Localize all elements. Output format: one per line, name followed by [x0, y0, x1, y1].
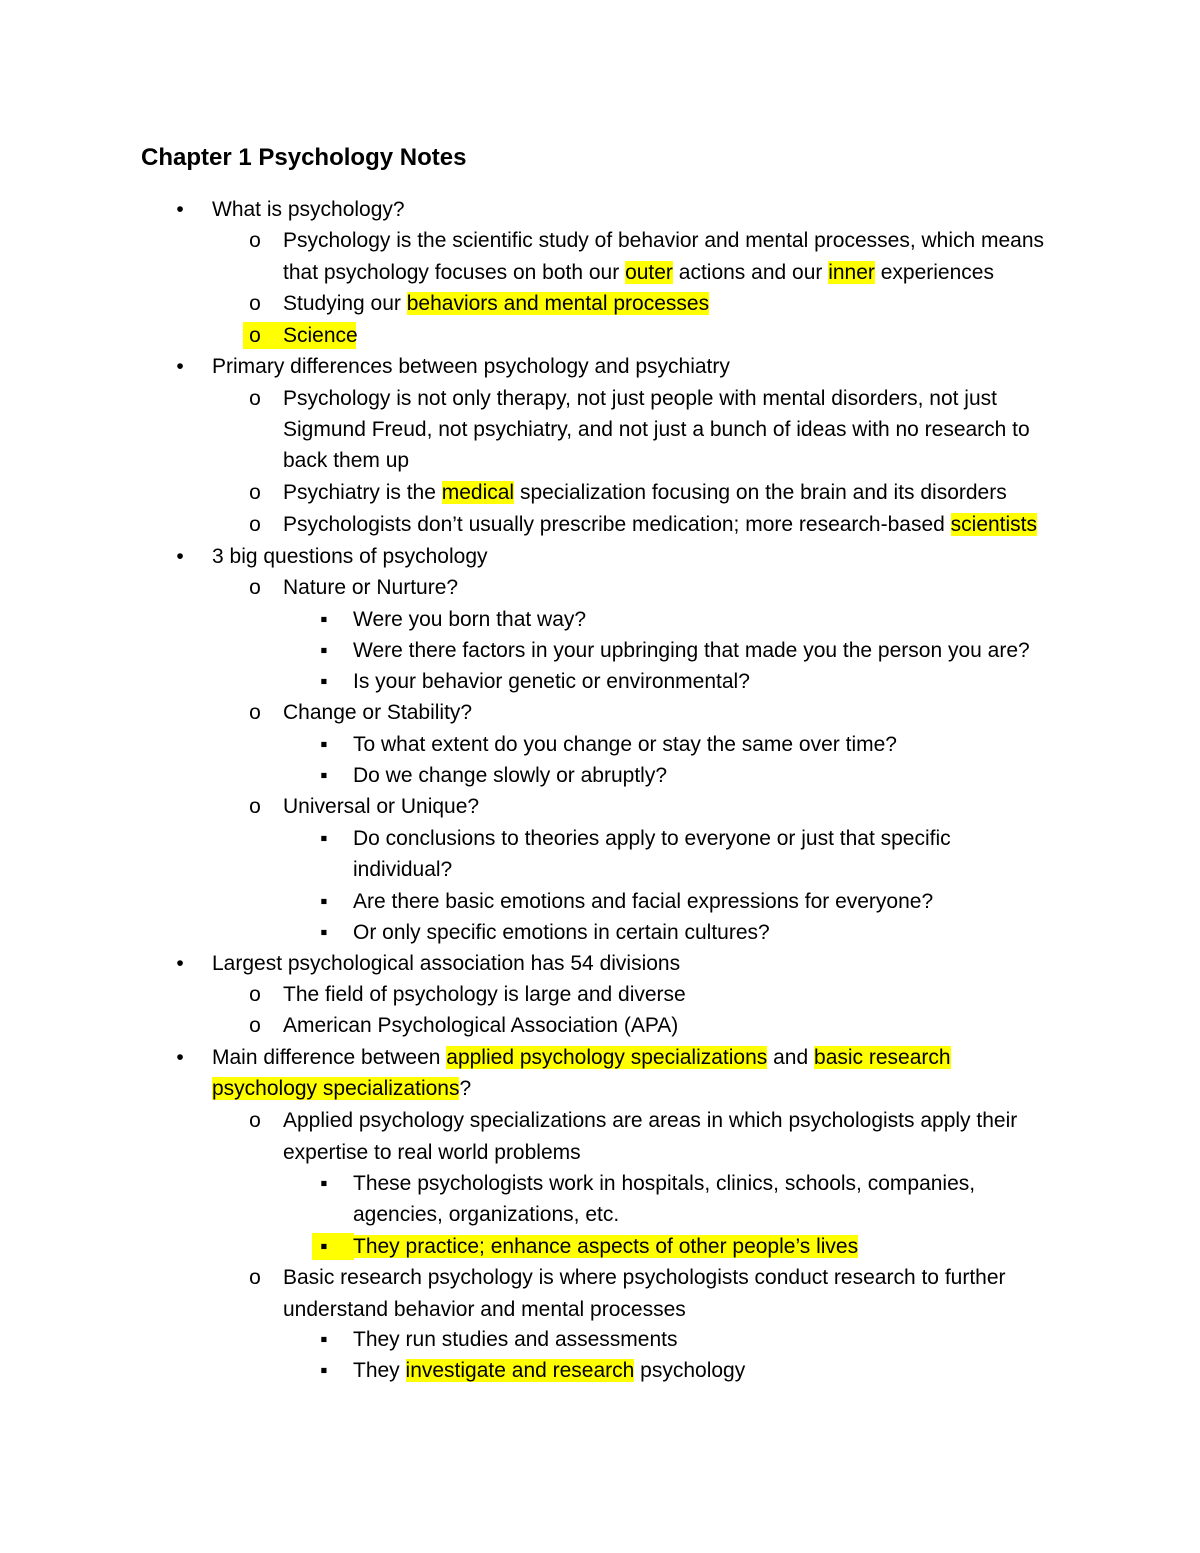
list-item: Largest psychological association has 54 divisions: [212, 952, 681, 975]
list-item: Psychology is the scientific study of behavior and mental processes, which means: [283, 229, 1045, 252]
square-marker: ▪: [320, 670, 328, 693]
highlight: medical: [441, 481, 515, 504]
highlight: investigate and research: [405, 1359, 635, 1382]
circle-marker: o: [249, 795, 261, 818]
circle-marker: o: [249, 324, 261, 347]
list-item: Do we change slowly or abruptly?: [353, 764, 667, 787]
square-marker: ▪: [320, 1235, 328, 1258]
list-item: Studying our behaviors and mental processes: [283, 292, 710, 315]
list-item: Psychiatry is the medical specialization focusing on the brain and its disorders: [283, 481, 1007, 504]
list-item: Primary differences between psychology and psychiatry: [212, 355, 730, 378]
list-item: Nature or Nurture?: [283, 576, 459, 599]
list-item: [353, 1231, 858, 1262]
circle-marker: o: [249, 1109, 261, 1132]
square-marker: ▪: [320, 639, 328, 662]
list-item: Applied psychology specializations are areas in which psychologists apply their: [283, 1109, 1018, 1132]
bullet-marker: •: [176, 545, 184, 568]
highlight: They: [353, 1235, 406, 1258]
circle-marker: o: [249, 229, 261, 252]
highlight: outer: [625, 261, 673, 284]
highlight: inner: [828, 261, 875, 284]
list-item-continuation: expertise to real world problems: [283, 1141, 581, 1164]
square-marker: ▪: [320, 1328, 328, 1351]
circle-marker: o: [249, 481, 261, 504]
page-title: Chapter 1 Psychology Notes: [141, 144, 467, 171]
list-item: Science: [283, 324, 358, 347]
bullet-marker: •: [176, 198, 184, 221]
circle-marker: o: [249, 292, 261, 315]
list-item-continuation: agencies, organizations, etc.: [353, 1203, 620, 1226]
list-item: Were you born that way?: [353, 608, 587, 631]
list-item-continuation: that psychology focuses on both our outer actions and our inner experiences: [283, 261, 994, 284]
list-item-continuation: Sigmund Freud, not psychiatry, and not just a bunch of ideas with no research to: [283, 418, 1030, 441]
square-marker: ▪: [320, 764, 328, 787]
list-item: Were there factors in your upbringing that made you the person you are?: [353, 639, 1030, 662]
highlight: practice; enhance aspects of other people’s lives: [405, 1235, 859, 1258]
list-item: Basic research psychology is where psychologists conduct research to further: [283, 1266, 1006, 1289]
list-item: 3 big questions of psychology: [212, 545, 488, 568]
list-item: Psychologists don’t usually prescribe medication; more research-based scientists: [283, 513, 1038, 536]
list-item: American Psychological Association (APA): [283, 1014, 679, 1037]
circle-marker: o: [249, 983, 261, 1006]
list-item: They investigate and research psychology: [353, 1359, 746, 1382]
list-item: Are there basic emotions and facial expressions for everyone?: [353, 890, 934, 913]
list-item: Change or Stability?: [283, 701, 473, 724]
highlight: psychology specializations: [212, 1077, 460, 1100]
list-item: Or only specific emotions in certain cultures?: [353, 921, 770, 944]
circle-marker: o: [249, 1014, 261, 1037]
list-item: The field of psychology is large and diverse: [283, 983, 686, 1006]
bullet-marker: •: [176, 355, 184, 378]
list-item-continuation: individual?: [353, 858, 453, 881]
list-item: Psychology is not only therapy, not just people with mental disorders, not just: [283, 387, 997, 410]
highlight: basic research: [814, 1046, 951, 1069]
circle-marker: o: [249, 513, 261, 536]
circle-marker: o: [249, 1266, 261, 1289]
highlight: scientists: [950, 513, 1038, 536]
list-item: These psychologists work in hospitals, clinics, schools, companies,: [353, 1172, 976, 1195]
square-marker: ▪: [320, 1172, 328, 1195]
circle-marker: o: [249, 701, 261, 724]
list-item: Main difference between applied psychology specializations and basic research: [212, 1046, 951, 1069]
list-item-continuation: psychology specializations?: [212, 1077, 472, 1100]
highlight: applied psychology specializations: [446, 1046, 768, 1069]
square-marker: ▪: [320, 827, 328, 850]
list-item-continuation: back them up: [283, 449, 410, 472]
highlight: behaviors and mental processes: [406, 292, 710, 315]
square-marker: ▪: [320, 890, 328, 913]
list-item: Universal or Unique?: [283, 795, 480, 818]
bullet-marker: •: [176, 1046, 184, 1069]
list-item-continuation: understand behavior and mental processes: [283, 1298, 686, 1321]
circle-marker: o: [249, 576, 261, 599]
list-item: They run studies and assessments: [353, 1328, 678, 1351]
circle-marker: o: [249, 387, 261, 410]
square-marker: ▪: [320, 921, 328, 944]
list-item: What is psychology?: [212, 198, 405, 221]
square-marker: ▪: [320, 1359, 328, 1382]
bullet-marker: •: [176, 952, 184, 975]
list-item: To what extent do you change or stay the same over time?: [353, 733, 897, 756]
list-item: Do conclusions to theories apply to everyone or just that specific: [353, 827, 951, 850]
list-item: Is your behavior genetic or environmental?: [353, 670, 750, 693]
square-marker: ▪: [320, 733, 328, 756]
square-marker: ▪: [320, 608, 328, 631]
